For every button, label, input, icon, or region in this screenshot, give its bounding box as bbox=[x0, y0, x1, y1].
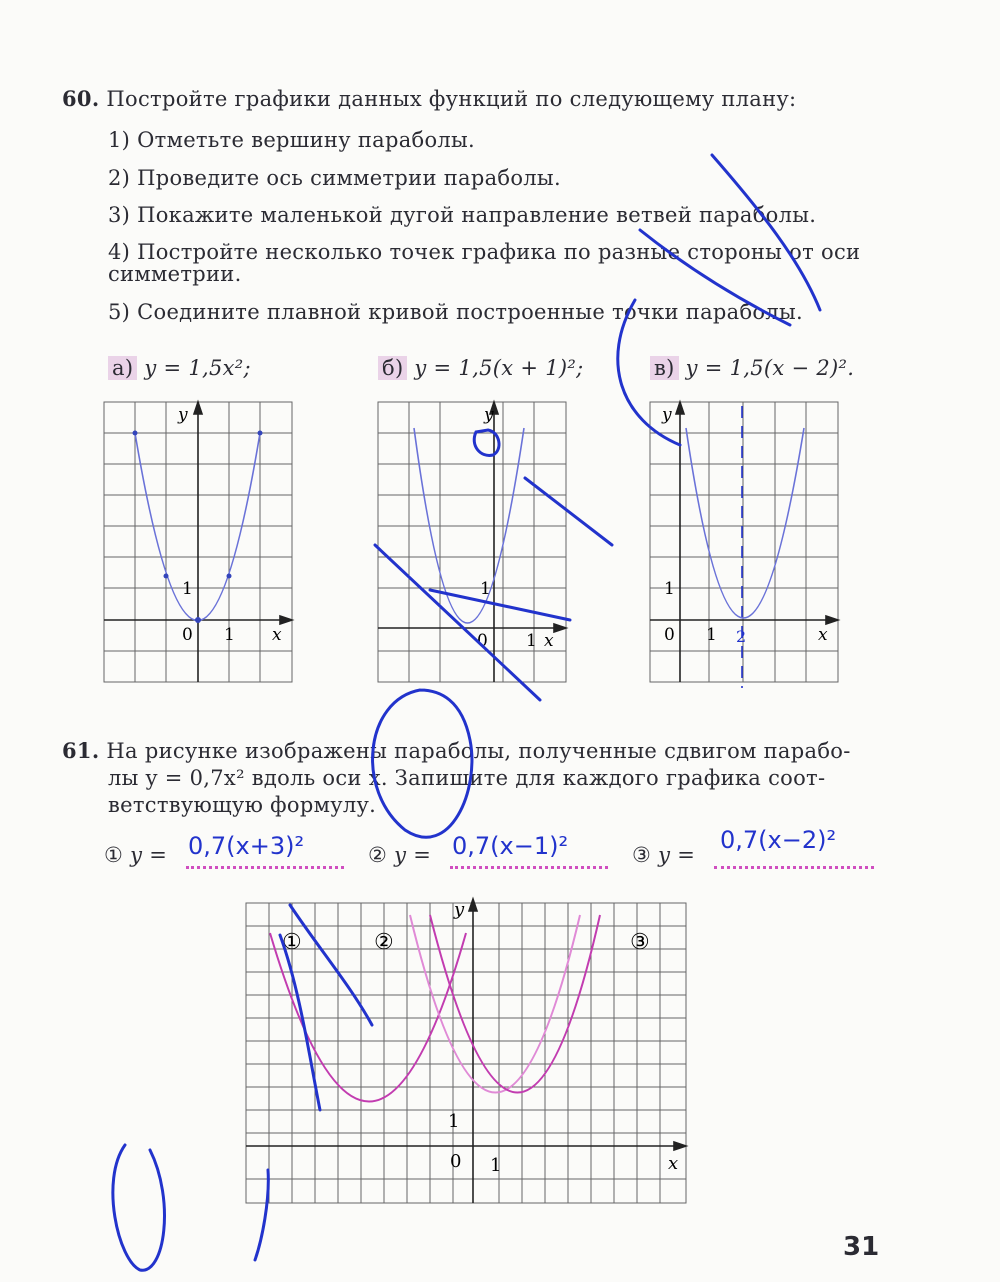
graph-c-zero: 0 bbox=[664, 625, 675, 645]
graph-61-zero: 0 bbox=[450, 1151, 462, 1172]
graph-b-y-label: y bbox=[484, 405, 494, 425]
graph-c-one-x: 1 bbox=[706, 625, 717, 645]
answer-3-y: y = bbox=[658, 843, 696, 867]
graph-61-marker-3: ③ bbox=[630, 930, 650, 955]
graph-b-one-x: 1 bbox=[526, 631, 537, 651]
graph-c-two: 2 bbox=[736, 627, 747, 646]
scribble-stroke bbox=[375, 545, 540, 700]
graph-a-one-y: 1 bbox=[182, 579, 193, 599]
answer-2-marker: ② bbox=[368, 843, 388, 867]
task60-number: 60. bbox=[62, 86, 100, 111]
graph-a-x-label: x bbox=[272, 625, 282, 645]
graph-a-zero: 0 bbox=[182, 625, 193, 645]
graph-61-marker-1: ① bbox=[282, 930, 302, 955]
scribble-stroke bbox=[525, 478, 612, 545]
graph-61-one-y: 1 bbox=[448, 1111, 460, 1132]
part-c-label: в) bbox=[650, 356, 679, 380]
answer-1-handwritten: 0,7(x+3)² bbox=[188, 832, 305, 860]
part-b-formula: y = 1,5(x + 1)²; bbox=[414, 356, 584, 380]
part-a-label: а) bbox=[108, 356, 137, 380]
task61-number: 61. bbox=[62, 738, 100, 763]
graph-61-x-label: x bbox=[668, 1153, 679, 1174]
scribble-stroke bbox=[640, 230, 790, 325]
task60-heading-text: Постройте графики данных функций по следующему плану: bbox=[106, 87, 797, 111]
task60-step-1: 1) Отметьте вершину параболы. bbox=[108, 128, 476, 152]
scribble-stroke bbox=[618, 300, 680, 445]
graph-c-x-label: x bbox=[818, 625, 828, 645]
graph-b-one-y: 1 bbox=[480, 579, 491, 599]
task60-step-2: 2) Проведите ось симметрии параболы. bbox=[108, 166, 561, 190]
scribble-stroke bbox=[280, 935, 320, 1110]
page-number: 31 bbox=[843, 1232, 880, 1262]
task60-step-4: 4) Постройте несколько точек графика по разные стороны от оси bbox=[108, 240, 861, 264]
graph-b-x-label: x bbox=[544, 631, 554, 651]
part-a-formula: y = 1,5x²; bbox=[144, 356, 251, 380]
scribble-stroke bbox=[290, 905, 372, 1025]
task60-step-5: 5) Соедините плавной кривой построенные точки параболы. bbox=[108, 300, 803, 324]
graph-b-zero: 0 bbox=[477, 631, 488, 651]
task61-line-3: ветствующую формулу. bbox=[108, 793, 377, 817]
scribble-stroke bbox=[712, 155, 820, 310]
graph-a-one-x: 1 bbox=[224, 625, 235, 645]
graph-c-y-label: y bbox=[662, 405, 672, 425]
graph-a-y-label: y bbox=[178, 405, 188, 425]
part-b-label: б) bbox=[378, 356, 407, 380]
answer-1-y: y = bbox=[130, 843, 168, 867]
task61-line-1-text: На рисунке изображены параболы, полученные сдвигом парабо- bbox=[106, 739, 851, 763]
graph-c-one-y: 1 bbox=[664, 579, 675, 599]
scribble-circle bbox=[474, 430, 499, 455]
scribble-loop bbox=[113, 1145, 165, 1270]
answer-1-marker: ① bbox=[104, 843, 124, 867]
part-c-formula: y = 1,5(x − 2)². bbox=[685, 356, 855, 380]
task60-step-3: 3) Покажите маленькой дугой направление ветвей параболы. bbox=[108, 203, 817, 227]
task60-step-4-cont: симметрии. bbox=[108, 262, 242, 286]
answer-3-marker: ③ bbox=[632, 843, 652, 867]
scribble-oval bbox=[373, 690, 472, 837]
answer-2-handwritten: 0,7(x−1)² bbox=[452, 832, 569, 860]
answer-2-y: y = bbox=[394, 843, 432, 867]
graph-61-one-x: 1 bbox=[490, 1155, 502, 1176]
graph-61-y-label: y bbox=[454, 899, 465, 920]
scribble-stroke bbox=[255, 1170, 268, 1260]
graph-61-marker-2: ② bbox=[374, 930, 394, 955]
task61-line-2: лы y = 0,7x² вдоль оси x. Запишите для каждого графика соот- bbox=[108, 766, 826, 790]
answer-3-handwritten: 0,7(x−2)² bbox=[720, 826, 837, 854]
